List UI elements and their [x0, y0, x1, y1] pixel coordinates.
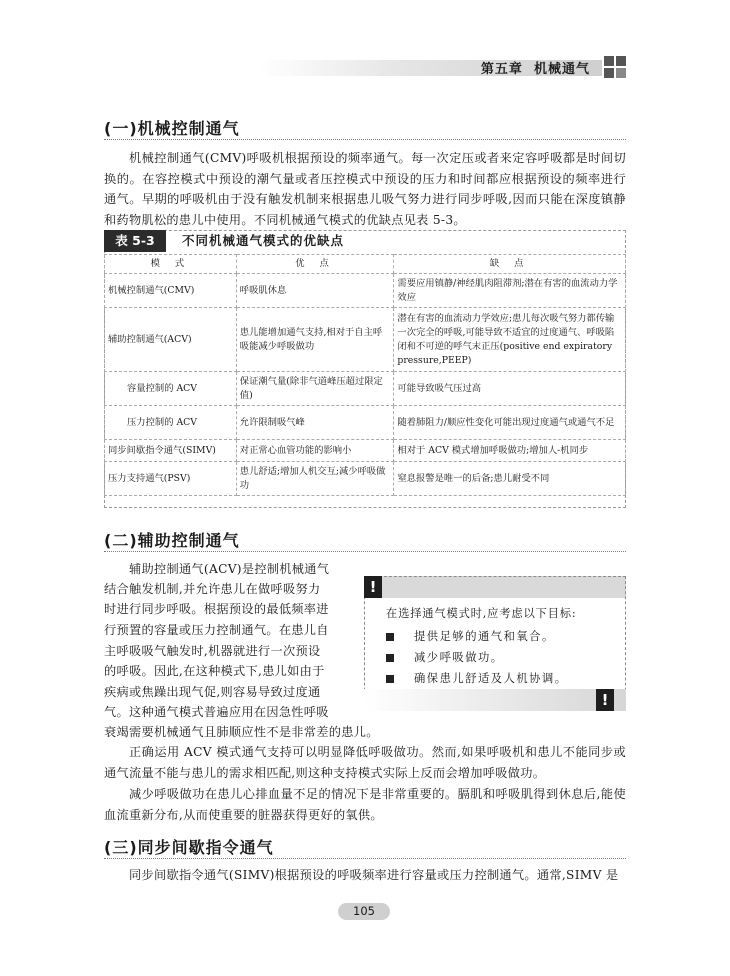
paragraph-acv-line: 疾病或焦躁出现气促,则容易导致过度通	[104, 685, 321, 699]
page-number: 105	[338, 903, 390, 920]
cell-pro: 允许限制吸气峰	[236, 406, 394, 440]
paragraph-acv-line: 主呼吸吸气触发时,机器就进行一次预设	[104, 644, 321, 658]
paragraph-acv-line: 时进行同步呼吸。根据预设的最低频率进	[104, 602, 329, 616]
dotted-rule	[104, 858, 626, 859]
dotted-rule	[104, 139, 626, 140]
note-item-text: 确保患儿舒适及人机协调。	[414, 672, 568, 685]
header-ornament-square	[616, 56, 626, 66]
section-heading-cmv: (一)机械控制通气	[104, 119, 240, 138]
table-row	[105, 406, 626, 440]
paragraph-acv-work: 正确运用 ACV 模式通气支持可以明显降低呼吸做功。然而,如果呼吸机和患儿不能同步或通气流量不能与患儿的需求相匹配,则这种支持模式实际上反而会增加呼吸做功。	[104, 745, 626, 780]
cell-mode: 辅助控制通气(ACV)	[105, 308, 237, 372]
cell-mode: 压力控制的 ACV	[105, 406, 237, 440]
table-row	[105, 462, 626, 496]
cell-pro: 患儿舒适;增加人机交互;减少呼吸做功	[236, 462, 394, 496]
paragraph-acv-line: 的呼吸。因此,在这种模式下,患儿如由于	[104, 664, 325, 678]
chapter-number: 第五章	[480, 62, 523, 77]
exclamation-icon: !	[364, 576, 382, 598]
exclamation-icon: !	[596, 689, 614, 711]
cell-pro: 呼吸肌休息	[236, 274, 394, 308]
paragraph-acv-line: 辅助控制通气(ACV)是控制机械通气	[129, 562, 330, 576]
table-label: 表 5-3	[104, 230, 166, 252]
cell-pro: 对正常心血管功能的影响小	[236, 440, 394, 462]
cell-mode: 压力支持通气(PSV)	[105, 462, 237, 496]
dotted-rule	[104, 551, 626, 552]
note-item-text: 提供足够的通气和氧合。	[414, 630, 555, 643]
bullet-square-icon	[386, 675, 394, 683]
column-header-pros: 优 点	[236, 255, 394, 274]
table-header-row	[105, 255, 626, 274]
cell-con: 随着肺阻力/顺应性变化可能出现过度通气或通气不足	[394, 406, 626, 440]
header-ornament-square	[604, 68, 614, 78]
note-item	[386, 628, 555, 644]
cell-con: 相对于 ACV 模式增加呼吸做功;增加人-机同步	[394, 440, 626, 462]
section-heading-simv: (三)同步间歇指令通气	[104, 838, 274, 857]
paragraph-simv: 同步间歇指令通气(SIMV)根据预设的呼吸频率进行容量或压力控制通气。通常,SIMV 是	[129, 868, 619, 882]
chapter-title: 机械通气	[533, 62, 590, 77]
note-item	[386, 670, 568, 686]
ventilation-modes-table	[104, 254, 626, 496]
table-row	[105, 274, 626, 308]
cell-con: 需要应用镇静/神经肌肉阻滞剂;潜在有害的血流动力学效应	[394, 274, 626, 308]
paragraph-acv-line: 结合触发机制,并允许患儿在做呼吸努力	[104, 582, 321, 596]
paragraph-acv-line: 衰竭需要机械通气且肺顺应性不是非常差的患儿。	[104, 725, 379, 739]
section-heading-acv: (二)辅助控制通气	[104, 531, 240, 550]
cell-pro: 保证潮气量(除非气道峰压超过限定值)	[236, 372, 394, 406]
cell-mode: 机械控制通气(CMV)	[105, 274, 237, 308]
note-footer-bar	[364, 689, 626, 711]
column-header-mode: 模 式	[105, 255, 237, 274]
table-title: 不同机械通气模式的优缺点	[182, 233, 345, 248]
running-header	[0, 58, 590, 77]
cell-con: 潜在有害的血流动力学效应;患儿每次吸气努力都传输一次完全的呼吸,可能导致不适宜的过度通气、呼吸陷闭和不可逆的呼气末正压(positive end expiratory pressure,PEEP)	[394, 308, 626, 372]
paragraph-cmv: 机械控制通气(CMV)呼吸机根据预设的频率通气。每一次定压或者来定容呼吸都是时间切换的。在容控模式中预设的潮气量或者压控模式中预设的压力和时间都应根据预设的频率进行通气。早期的呼吸机由于没有触发机制来根据患儿吸气努力进行同步呼吸,因而只能在深度镇静和药物肌松的患儿中使用。不同机械通气模式的优缺点见表 5-3。	[104, 151, 626, 227]
table-row	[105, 308, 626, 372]
table-row	[105, 372, 626, 406]
column-header-cons: 缺 点	[394, 255, 626, 274]
header-ornament-square	[616, 68, 626, 78]
paragraph-acv-line: 行预置的容量或压力控制通气。在患儿自	[104, 623, 329, 637]
bullet-square-icon	[386, 654, 394, 662]
bullet-square-icon	[386, 633, 394, 641]
note-intro: 在选择通气模式时,应考虑以下目标:	[386, 607, 577, 620]
cell-mode: 同步间歇指令通气(SIMV)	[105, 440, 237, 462]
note-item-text: 减少呼吸做功。	[414, 651, 504, 664]
cell-con: 窒息报警是唯一的后备;患儿耐受不同	[394, 462, 626, 496]
cell-mode: 容量控制的 ACV	[105, 372, 237, 406]
table-row	[105, 440, 626, 462]
paragraph-acv-line: 气。这种通气模式普遍应用在因急性呼吸	[104, 705, 329, 719]
cell-pro: 患儿能增加通气支持,相对于自主呼吸能减少呼吸做功	[236, 308, 394, 372]
paragraph-acv-output: 减少呼吸做功在患儿心排血量不足的情况下是非常重要的。膈肌和呼吸肌得到休息后,能使血流重新分布,从而使重要的脏器获得更好的氧供。	[104, 787, 626, 822]
cell-con: 可能导致吸气压过高	[394, 372, 626, 406]
note-item	[386, 649, 504, 665]
header-ornament-square	[604, 56, 614, 66]
